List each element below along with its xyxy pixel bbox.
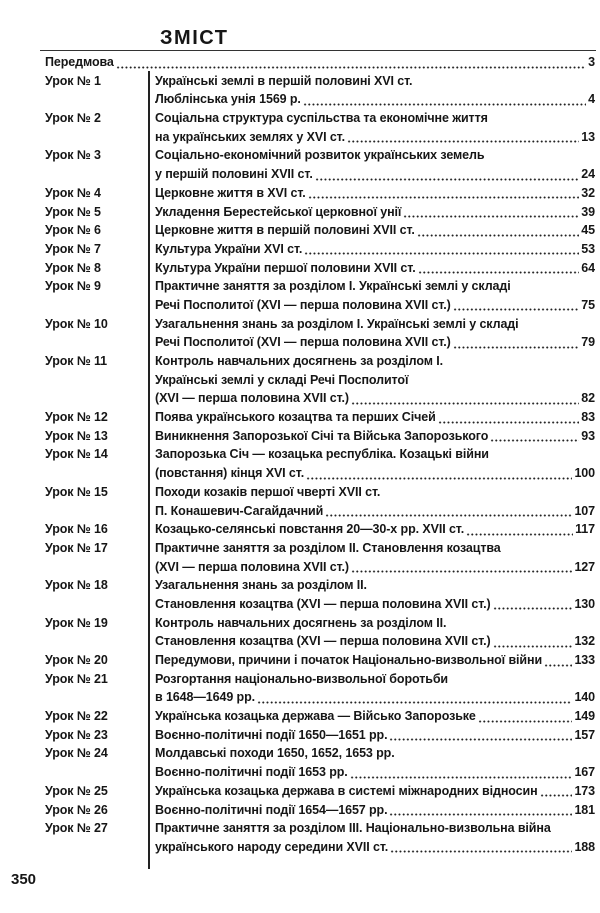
lesson-title xyxy=(148,483,600,520)
lesson-title-text: (повстання) кінця XVI ст. xyxy=(155,466,305,481)
leader-dots xyxy=(390,838,572,857)
lesson-label: Урок № 16 xyxy=(45,522,108,537)
toc-entry xyxy=(0,576,600,613)
toc-entry xyxy=(0,651,600,670)
toc-entry xyxy=(0,539,600,576)
lesson-title-text: у першій половині XVII ст. xyxy=(155,167,313,182)
lesson-title xyxy=(148,614,600,651)
lesson-title-line xyxy=(155,165,595,184)
lesson-title xyxy=(148,72,600,109)
page-ref: 173 xyxy=(574,783,595,798)
leader-dots xyxy=(466,520,573,539)
lesson-title-line xyxy=(155,128,595,147)
toc-entry xyxy=(0,240,600,259)
lesson-title-line xyxy=(155,109,595,128)
leader-dots xyxy=(325,502,572,521)
lesson-title-text: Українські землі в першій половині XVI ст. xyxy=(155,73,413,88)
lesson-title-line xyxy=(155,539,595,558)
lesson-title-text: Речі Посполитої (XVI — перша половина XVII ст.) xyxy=(155,297,451,312)
lesson-title-text: Культура України першої половини XVII ст. xyxy=(155,260,416,275)
lesson-title-line xyxy=(155,838,595,857)
lesson-title-text: Практичне заняття за розділом II. Становлення козацтва xyxy=(155,540,501,555)
toc-entry-preface xyxy=(0,53,600,72)
lesson-title-text: Речі Посполитої (XVI — перша половина XVII ст.) xyxy=(155,335,451,350)
lesson-title-line xyxy=(155,726,595,745)
lesson-title-text: Воєнно-політичні події 1650—1651 рр. xyxy=(155,727,388,742)
leader-dots xyxy=(418,259,580,278)
lesson-title xyxy=(148,221,600,240)
lesson-title-line xyxy=(155,464,595,483)
lesson-title-text: Воєнно-політичні події 1653 рр. xyxy=(155,765,348,780)
lesson-label: Урок № 17 xyxy=(45,540,108,555)
page-ref: 140 xyxy=(574,690,595,705)
page-ref: 181 xyxy=(574,802,595,817)
page-ref: 4 xyxy=(588,92,595,107)
leader-dots xyxy=(257,688,572,707)
lesson-label: Урок № 19 xyxy=(45,615,108,630)
lesson-title-line xyxy=(155,502,595,521)
page-ref: 188 xyxy=(574,839,595,854)
toc-entry xyxy=(0,72,600,109)
leader-dots xyxy=(540,782,573,801)
lesson-title-line xyxy=(155,259,595,278)
lesson-title-text: (XVI — перша половина XVII ст.) xyxy=(155,559,349,574)
leader-dots xyxy=(308,184,580,203)
toc-entry xyxy=(0,483,600,520)
leader-dots xyxy=(306,464,572,483)
leader-dots xyxy=(493,632,573,651)
lesson-title xyxy=(148,427,600,446)
lesson-label: Урок № 2 xyxy=(45,111,101,126)
lesson-title xyxy=(148,408,600,427)
lesson-title xyxy=(148,707,600,726)
lesson-title xyxy=(148,146,600,183)
lesson-title-line xyxy=(155,483,595,502)
lesson-title-text: Становлення козацтва (XVI — перша половина XVII ст.) xyxy=(155,596,491,611)
lesson-title-line xyxy=(155,333,595,352)
lesson-label: Урок № 3 xyxy=(45,148,101,163)
lesson-label: Урок № 9 xyxy=(45,279,101,294)
lesson-title xyxy=(148,109,600,146)
lesson-label: Урок № 23 xyxy=(45,727,108,742)
page-ref: 79 xyxy=(581,335,595,350)
lesson-title-text: Укладення Берестейської церковної унії xyxy=(155,204,402,219)
lesson-title xyxy=(148,726,600,745)
lesson-title-text: Виникнення Запорозької Січі та Війська Запорозького xyxy=(155,428,489,443)
page-ref: 39 xyxy=(581,204,595,219)
lesson-title-text: Узагальнення знань за розділом II. xyxy=(155,578,367,593)
toc-entry xyxy=(0,109,600,146)
lesson-title-line xyxy=(155,277,595,296)
leader-dots xyxy=(116,53,586,72)
toc-entry xyxy=(0,315,600,352)
toc-entry xyxy=(0,184,600,203)
lesson-label: Урок № 8 xyxy=(45,260,101,275)
lesson-title-text: Церковне життя в першій половині XVII ст. xyxy=(155,223,415,238)
lesson-title-line xyxy=(155,90,595,109)
lesson-title-line xyxy=(155,819,595,838)
page-ref: 83 xyxy=(581,410,595,425)
lesson-title-text: Церковне життя в XVI ст. xyxy=(155,185,306,200)
toc-entry xyxy=(0,445,600,482)
leader-dots xyxy=(417,221,580,240)
toc-entry xyxy=(0,801,600,820)
leader-dots xyxy=(438,408,580,427)
lesson-title-line xyxy=(155,707,595,726)
lesson-label: Урок № 18 xyxy=(45,578,108,593)
lesson-title-line xyxy=(155,445,595,464)
lesson-title xyxy=(148,203,600,222)
leader-dots xyxy=(347,128,579,147)
toc-entry xyxy=(0,819,600,856)
lesson-title xyxy=(148,539,600,576)
page-ref: 32 xyxy=(581,185,595,200)
lesson-title-text: Соціально-економічний розвиток українських земель xyxy=(155,148,485,163)
lesson-title-text: Культура України XVI ст. xyxy=(155,241,303,256)
page-ref: 24 xyxy=(581,167,595,182)
lesson-title-text: Передумови, причини і початок Національно-визвольної війни xyxy=(155,653,543,667)
toc-entry xyxy=(0,782,600,801)
lesson-title-line xyxy=(155,146,595,165)
lesson-title xyxy=(148,315,600,352)
page-ref: 82 xyxy=(581,391,595,406)
lesson-title-text: Практичне заняття за розділом І. Українські землі у складі xyxy=(155,279,511,294)
page-title: ЗМІСТ xyxy=(160,27,229,49)
toc-entry xyxy=(0,614,600,651)
leader-dots xyxy=(389,801,572,820)
lesson-title-text: Контроль навчальних досягнень за розділом II. xyxy=(155,615,447,630)
page-ref: 132 xyxy=(574,634,595,649)
lesson-title-text: на українських землях у XVI ст. xyxy=(155,129,345,144)
lesson-title-text: Практичне заняття за розділом III. Національно-визвольна війна xyxy=(155,821,551,836)
lesson-label: Урок № 10 xyxy=(45,316,108,331)
lesson-label: Урок № 5 xyxy=(45,204,101,219)
toc-entry xyxy=(0,670,600,707)
page-ref: 149 xyxy=(574,709,595,724)
toc-entry xyxy=(0,352,600,408)
lesson-title-text: (XVI — перша половина XVII ст.) xyxy=(155,391,349,406)
lesson-title xyxy=(148,670,600,707)
lesson-title-text: Козацько-селянські повстання 20—30-х рр. XVII ст. xyxy=(155,522,465,537)
page-ref: 45 xyxy=(581,223,595,238)
lesson-label: Урок № 26 xyxy=(45,802,108,817)
toc-entry xyxy=(0,259,600,278)
lesson-title xyxy=(148,445,600,482)
preface-page: 3 xyxy=(588,55,595,69)
page-ref: 133 xyxy=(574,653,595,667)
leader-dots xyxy=(403,203,579,222)
lesson-title-text: Соціальна структура суспільства та економічне життя xyxy=(155,111,488,126)
lesson-title-line xyxy=(155,576,595,595)
page-ref: 93 xyxy=(581,428,595,443)
page-ref: 13 xyxy=(581,129,595,144)
lesson-title-text: Запорозька Січ — козацька республіка. Козацькі війни xyxy=(155,447,489,462)
page-ref: 64 xyxy=(581,260,595,275)
lesson-title xyxy=(148,744,600,781)
page-ref: 100 xyxy=(574,466,595,481)
lesson-title-line xyxy=(155,688,595,707)
lesson-title-line xyxy=(155,744,595,763)
lesson-title-line xyxy=(155,801,595,820)
lesson-title-line xyxy=(155,352,595,371)
lesson-title xyxy=(148,277,600,314)
lesson-label: Урок № 1 xyxy=(45,73,101,88)
toc-entry xyxy=(0,744,600,781)
page-ref: 130 xyxy=(574,596,595,611)
lesson-title xyxy=(148,819,600,856)
leader-dots xyxy=(351,389,579,408)
lesson-label: Урок № 14 xyxy=(45,447,108,462)
lesson-label: Урок № 21 xyxy=(45,671,108,686)
toc-entry xyxy=(0,221,600,240)
lesson-title-line xyxy=(155,595,595,614)
lesson-title-text: Українські землі у складі Речі Посполитої xyxy=(155,372,409,387)
page-ref: 127 xyxy=(574,559,595,574)
page-ref: 53 xyxy=(581,241,595,256)
lesson-title-line xyxy=(155,315,595,334)
toc-entry xyxy=(0,277,600,314)
leader-dots xyxy=(544,651,572,670)
lesson-label: Урок № 27 xyxy=(45,821,108,836)
lesson-title-text: Українська козацька держава в системі міжнародних відносин xyxy=(155,783,538,798)
preface-label: Передмова xyxy=(45,55,114,69)
lesson-title-line xyxy=(155,651,595,670)
table-of-contents xyxy=(0,53,600,857)
toc-entry xyxy=(0,427,600,446)
lesson-title xyxy=(148,352,600,408)
lesson-title-line xyxy=(155,240,595,259)
lesson-title-text: Поява українського козацтва та перших Січей xyxy=(155,410,436,425)
leader-dots xyxy=(490,427,579,446)
lesson-title xyxy=(148,184,600,203)
lesson-title-line xyxy=(155,427,595,446)
lesson-title xyxy=(148,520,600,539)
lesson-title-line xyxy=(155,408,595,427)
page-ref: 107 xyxy=(574,503,595,518)
page-ref: 157 xyxy=(574,727,595,742)
lesson-title-text: Розгортання національно-визвольної боротьби xyxy=(155,671,449,686)
lesson-title-line xyxy=(155,389,595,408)
lesson-title xyxy=(148,801,600,820)
lesson-label: Урок № 22 xyxy=(45,709,108,724)
page-ref: 167 xyxy=(574,765,595,780)
lesson-title-text: Воєнно-політичні події 1654—1657 рр. xyxy=(155,802,388,817)
lesson-label: Урок № 7 xyxy=(45,241,101,256)
lesson-title xyxy=(148,259,600,278)
lesson-title-text: Контроль навчальних досягнень за розділом І. xyxy=(155,354,443,368)
lesson-title-line xyxy=(155,670,595,689)
lesson-label: Урок № 11 xyxy=(45,354,108,368)
toc-entry xyxy=(0,203,600,222)
page-number: 350 xyxy=(11,871,37,888)
title-underline xyxy=(40,50,596,51)
lesson-label: Урок № 12 xyxy=(45,410,108,425)
lesson-title-line xyxy=(155,184,595,203)
leader-dots xyxy=(304,240,579,259)
toc-entry xyxy=(0,520,600,539)
lesson-title-line xyxy=(155,558,595,577)
lesson-title-line xyxy=(155,371,595,390)
lesson-title-line xyxy=(155,72,595,91)
leader-dots xyxy=(453,333,580,352)
page-ref: 75 xyxy=(581,297,595,312)
leader-dots xyxy=(389,726,572,745)
page-ref: 117 xyxy=(575,522,595,537)
leader-dots xyxy=(478,707,573,726)
leader-dots xyxy=(350,763,573,782)
lesson-title-text: Українська козацька держава — Військо Запорозьке xyxy=(155,709,476,724)
lesson-label: Урок № 20 xyxy=(45,653,108,667)
leader-dots xyxy=(453,296,580,315)
lesson-title xyxy=(148,240,600,259)
lesson-title-text: П. Конашевич-Сагайдачний xyxy=(155,503,324,518)
lesson-title-line xyxy=(155,614,595,633)
lesson-label: Урок № 24 xyxy=(45,746,108,761)
toc-entry xyxy=(0,146,600,183)
lesson-label: Урок № 6 xyxy=(45,223,101,238)
toc-entry xyxy=(0,707,600,726)
lesson-title-text: Походи козаків першої чверті XVII ст. xyxy=(155,484,381,499)
lesson-title-line xyxy=(155,520,595,539)
lesson-title-text: Молдавські походи 1650, 1652, 1653 рр. xyxy=(155,746,395,761)
lesson-title-line xyxy=(155,782,595,801)
lesson-title-line xyxy=(155,296,595,315)
lesson-title xyxy=(148,651,600,670)
lesson-title-text: Узагальнення знань за розділом І. Українські землі у складі xyxy=(155,316,519,331)
lesson-label: Урок № 25 xyxy=(45,783,108,798)
leader-dots xyxy=(493,595,573,614)
lesson-title xyxy=(148,576,600,613)
lesson-title-text: Становлення козацтва (XVI — перша половина XVII ст.) xyxy=(155,634,491,649)
toc-entry xyxy=(0,408,600,427)
lesson-title-line xyxy=(155,221,595,240)
leader-dots xyxy=(303,90,586,109)
lesson-title-line xyxy=(155,632,595,651)
leader-dots xyxy=(315,165,580,184)
lesson-label: Урок № 15 xyxy=(45,484,108,499)
lesson-title-text: Люблінська унія 1569 р. xyxy=(155,92,301,107)
lesson-title-text: українського народу середини XVII ст. xyxy=(155,839,389,854)
lesson-label: Урок № 13 xyxy=(45,428,108,443)
leader-dots xyxy=(351,558,572,577)
lesson-title-text: в 1648—1649 рр. xyxy=(155,690,255,705)
lesson-title-line xyxy=(155,203,595,222)
lesson-title xyxy=(148,782,600,801)
lesson-title-line xyxy=(155,763,595,782)
toc-entry xyxy=(0,726,600,745)
lesson-label: Урок № 4 xyxy=(45,185,101,200)
